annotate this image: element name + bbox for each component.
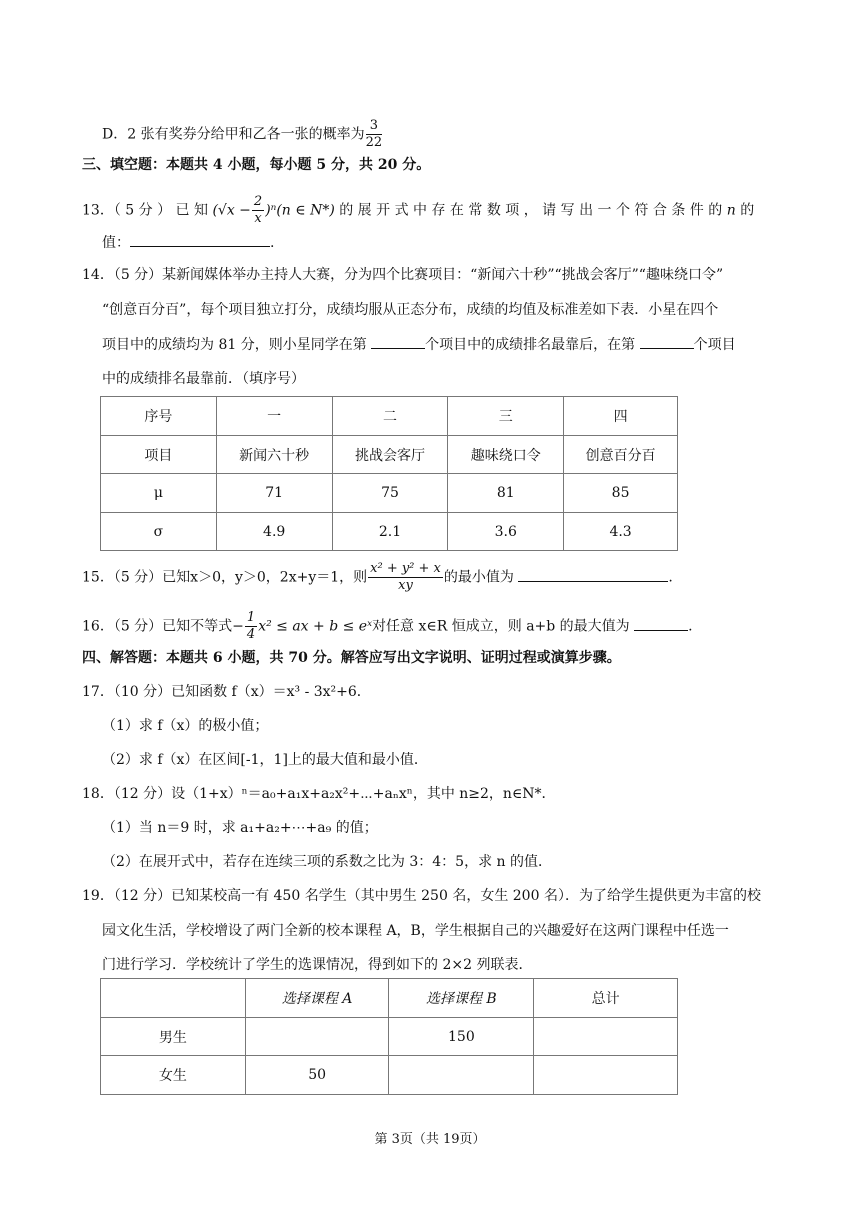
table-row (101, 1056, 678, 1095)
q16-line (82, 610, 693, 643)
table-cell: μ (101, 474, 217, 513)
fraction-denominator: 22 (365, 135, 383, 150)
table-row (101, 397, 678, 436)
q12-fraction (366, 118, 383, 151)
q19-line-3: 门进行学习．学校统计了学生的选课情况，得到如下的 2×2 列联表． (102, 957, 533, 973)
table-cell (534, 1056, 678, 1095)
q14-line-4: 中的成绩排名最靠前．（填序号） (102, 371, 305, 387)
table-cell: 四 (564, 397, 678, 436)
q16-period: . (688, 618, 693, 635)
fraction-denominator: x (254, 211, 262, 226)
q18-line-2: （1）当 n＝9 时，求 a₁+a₂+⋯+a₉ 的值； (102, 820, 378, 836)
q15-fraction (368, 561, 443, 594)
q13-line-1 (82, 194, 754, 227)
table-cell: 序号 (101, 397, 217, 436)
q13-prefix: 13．（ 5 分 ） 已 知 (82, 202, 208, 219)
table-cell: 二 (332, 397, 448, 436)
page-footer: 第 3页（共 19页） (374, 1132, 486, 1147)
q15-prefix: 15．（5 分）已知 (82, 569, 191, 586)
q13-suffix: 的 展 开 式 中 存 在 常 数 项 ， 请 写 出 一 个 符 合 条 件 的 (339, 202, 723, 219)
q12-option-d-text: D．2 张有奖券分给甲和乙各一张的概率为 (102, 126, 365, 143)
q13-end: 的 (740, 202, 755, 219)
table-cell (245, 1018, 389, 1056)
table-row (101, 979, 678, 1018)
q16-minus: − (232, 618, 244, 635)
q13-var-n: n (726, 202, 736, 219)
table-cell: 一 (216, 397, 332, 436)
q13-answer-blank[interactable] (130, 232, 270, 247)
table-cell (534, 1018, 678, 1056)
q15-answer-blank[interactable] (518, 567, 668, 582)
table-cell: 三 (448, 397, 564, 436)
q15-line (82, 561, 673, 594)
q15-suffix: 的最小值为 (443, 569, 514, 586)
q13-expr-a: (√x − (212, 202, 251, 219)
table-cell: 4.3 (564, 513, 678, 551)
table-cell: 85 (564, 474, 678, 513)
table-cell: 创意百分百 (564, 436, 678, 474)
table-cell: σ (101, 513, 217, 551)
q13-period: . (270, 235, 275, 251)
table-row (101, 474, 678, 513)
table-cell: 150 (389, 1018, 534, 1056)
section-4-heading: 四、解答题：本题共 6 小题，共 70 分。解答应写出文字说明、证明过程或演算步骤。 (82, 650, 621, 666)
table-cell: 81 (448, 474, 564, 513)
table-row (101, 436, 678, 474)
q15-period: . (668, 569, 673, 586)
q17-line-2: （1）求 f（x）的极小值； (102, 718, 269, 734)
table-cell (389, 1056, 534, 1095)
q14-table (100, 396, 678, 551)
q13-line-2 (102, 232, 274, 253)
q16-answer-blank[interactable] (634, 616, 688, 631)
table-cell: 50 (245, 1056, 389, 1095)
table-cell: 选择课程 A (245, 979, 389, 1018)
fraction-numerator: 2 (253, 194, 263, 209)
table-cell: 男生 (101, 1018, 246, 1056)
q16-fraction (245, 610, 257, 643)
table-cell (101, 979, 246, 1018)
table-cell: 选择课程 B (389, 979, 534, 1018)
fraction-numerator: 1 (246, 610, 256, 625)
q15-condition: x＞0，y＞0，2x+y＝1，则 (190, 569, 368, 586)
table-cell: 女生 (101, 1056, 246, 1095)
q13-fraction (252, 194, 264, 227)
q13-answer-label: 值： (102, 235, 130, 251)
fraction-denominator: 4 (246, 627, 256, 642)
table-cell: 挑战会客厅 (332, 436, 448, 474)
fraction-numerator: x² + y² + x (370, 561, 441, 576)
q16-suffix: 对任意 x∈R 恒成立，则 a+b 的最大值为 (372, 618, 630, 635)
q17-line-1: 17．（10 分）已知函数 f（x）＝x³ ‐ 3x²+6． (82, 684, 371, 700)
q18-line-1: 18．（12 分）设（1+x）ⁿ＝a₀+a₁x+a₂x²+⋯+aₙxⁿ，其中 n≥2，n∈N*． (82, 786, 556, 802)
q13-expr-b: )ⁿ(n ∈ N*) (265, 202, 335, 219)
table-cell: 71 (216, 474, 332, 513)
fraction-numerator: 3 (366, 118, 383, 135)
fraction-denominator: xy (398, 578, 413, 593)
q16-prefix: 16．（5 分）已知不等式 (82, 618, 233, 635)
table-cell: 总计 (534, 979, 678, 1018)
table-row (101, 1018, 678, 1056)
q14-line-2: “创意百分百”，每个项目独立打分，成绩均服从正态分布，成绩的均值及标准差如下表．小星在四个 (102, 302, 719, 318)
q14-blank-1[interactable] (371, 334, 425, 349)
table-row (101, 513, 678, 551)
q14-line-3b: 个项目中的成绩排名最靠后，在第 (425, 337, 636, 353)
table-cell: 3.6 (448, 513, 564, 551)
q14-line-3 (102, 334, 736, 355)
q14-blank-2[interactable] (640, 334, 694, 349)
section-3-heading: 三、填空题：本题共 4 小题，每小题 5 分，共 20 分。 (82, 157, 431, 173)
q17-line-3: （2）求 f（x）在区间[‐1，1]上的最大值和最小值． (102, 752, 428, 768)
table-cell: 2.1 (332, 513, 448, 551)
q14-line-3a: 项目中的成绩均为 81 分，则小星同学在第 (102, 337, 367, 353)
q16-inequality: x² ≤ ax + b ≤ eˣ (258, 618, 373, 635)
table-cell: 项目 (101, 436, 217, 474)
q19-line-2: 园文化生活，学校增设了两门全新的校本课程 A，B，学生根据自己的兴趣爱好在这两门课程中任选一 (102, 923, 729, 939)
table-cell: 4.9 (216, 513, 332, 551)
table-cell: 75 (332, 474, 448, 513)
q14-line-1: 14．（5 分）某新闻媒体举办主持人大赛，分为四个比赛项目：“新闻六十秒”“挑战会客厅”“趣味绕口令” (82, 267, 724, 283)
q12-option-d (102, 118, 383, 151)
q19-line-1: 19．（12 分）已知某校高一有 450 名学生（其中男生 250 名，女生 200 名）．为了给学生提供更为丰富的校 (82, 888, 761, 904)
table-cell: 新闻六十秒 (216, 436, 332, 474)
table-cell: 趣味绕口令 (448, 436, 564, 474)
q19-contingency-table (100, 978, 678, 1095)
q14-line-3c: 个项目 (693, 337, 736, 353)
q18-line-3: （2）在展开式中，若存在连续三项的系数之比为 3：4：5，求 n 的值． (102, 854, 552, 870)
